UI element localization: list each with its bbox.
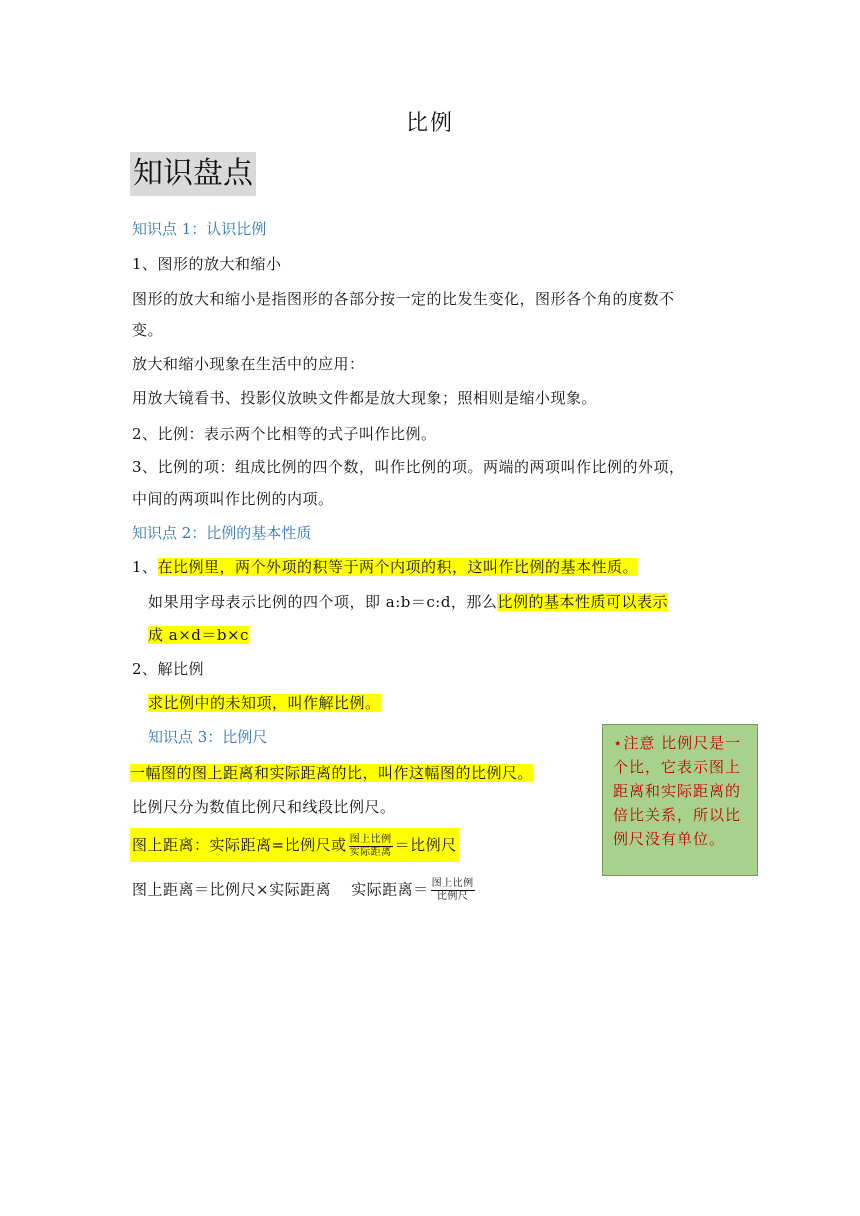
kp1-item2: 2、比例：表示两个比相等的式子叫作比例。 [132, 425, 437, 443]
kp1-item1-desc-line2: 变。 [132, 321, 164, 339]
kp2-item1-highlight: 在比例里，两个外项的积等于两个内项的积，这叫作比例的基本性质。 [157, 558, 639, 576]
kp1-item1-title: 1、图形的放大和缩小 [132, 255, 282, 273]
kp3-formula1-prefix: 图上距离：实际距离=比例尺或 [132, 836, 347, 854]
kp1-application-desc: 用放大镜看书、投影仪放映文件都是放大现象；照相则是缩小现象。 [132, 389, 598, 407]
kp3-formula2 [132, 878, 477, 903]
kp3-formula1-suffix: ＝比例尺 [394, 836, 457, 854]
kp1-item1-desc-line1: 图形的放大和缩小是指图形的各部分按一定的比发生变化，图形各个角的度数不 [132, 290, 675, 308]
kp3-formula2-part1: 图上距离＝比例尺×实际距离 [132, 880, 332, 899]
kp3-formula1-den: 实际距离 [349, 846, 392, 858]
kp2-item1-sub-line2-wrap [148, 624, 249, 645]
kp3-heading: 知识点 3：比例尺 [148, 728, 268, 746]
kp3-types: 比例尺分为数值比例尺和线段比例尺。 [132, 798, 396, 816]
kp2-item1-prefix: 1、 [132, 558, 158, 576]
kp2-item2-wrap [148, 692, 381, 713]
kp3-formula1 [130, 828, 459, 862]
note-text: ⋆注意 比例尺是一个比，它表示图上距离和实际距离的倍比关系，所以比例尺没有单位。 [613, 734, 742, 848]
kp3-formula1-fraction [349, 834, 393, 859]
kp1-heading: 知识点 1：认识比例 [132, 220, 267, 238]
kp2-item1-sub-line2: 成 a×d＝b×c [148, 626, 249, 644]
kp1-application-title: 放大和缩小现象在生活中的应用： [132, 355, 365, 373]
kp1-item3-line1: 3、比例的项：组成比例的四个数，叫作比例的项。两端的两项叫作比例的外项， [132, 458, 685, 476]
kp2-item2-title: 2、解比例 [132, 660, 205, 678]
kp3-formula2-num: 图上比例 [431, 878, 474, 889]
section-heading: 知识盘点 [130, 152, 256, 196]
kp1-item3-line2: 中间的两项叫作比例的内项。 [132, 490, 334, 508]
kp2-item2-highlight: 求比例中的未知项，叫作解比例。 [148, 694, 381, 712]
kp3-definition-wrap [130, 762, 533, 783]
kp3-definition: 一幅图的图上距离和实际距离的比，叫作这幅图的比例尺。 [130, 764, 534, 782]
kp3-formula2-fraction [431, 878, 475, 903]
kp2-item1 [132, 556, 638, 577]
kp3-formula2-part2: 实际距离＝ [351, 880, 429, 899]
kp2-heading: 知识点 2：比例的基本性质 [132, 524, 312, 542]
kp3-formula2-den: 比例尺 [436, 891, 469, 902]
note-box [602, 724, 758, 876]
kp2-item1-sub-plain: 如果用字母表示比例的四个项，即 a:b＝c:d，那么 [148, 593, 498, 611]
kp2-item1-sub [148, 591, 668, 612]
kp2-item1-sub-highlight: 比例的基本性质可以表示 [497, 593, 668, 611]
page-title: 比例 [405, 111, 454, 136]
kp3-formula1-num: 图上比例 [349, 833, 392, 845]
